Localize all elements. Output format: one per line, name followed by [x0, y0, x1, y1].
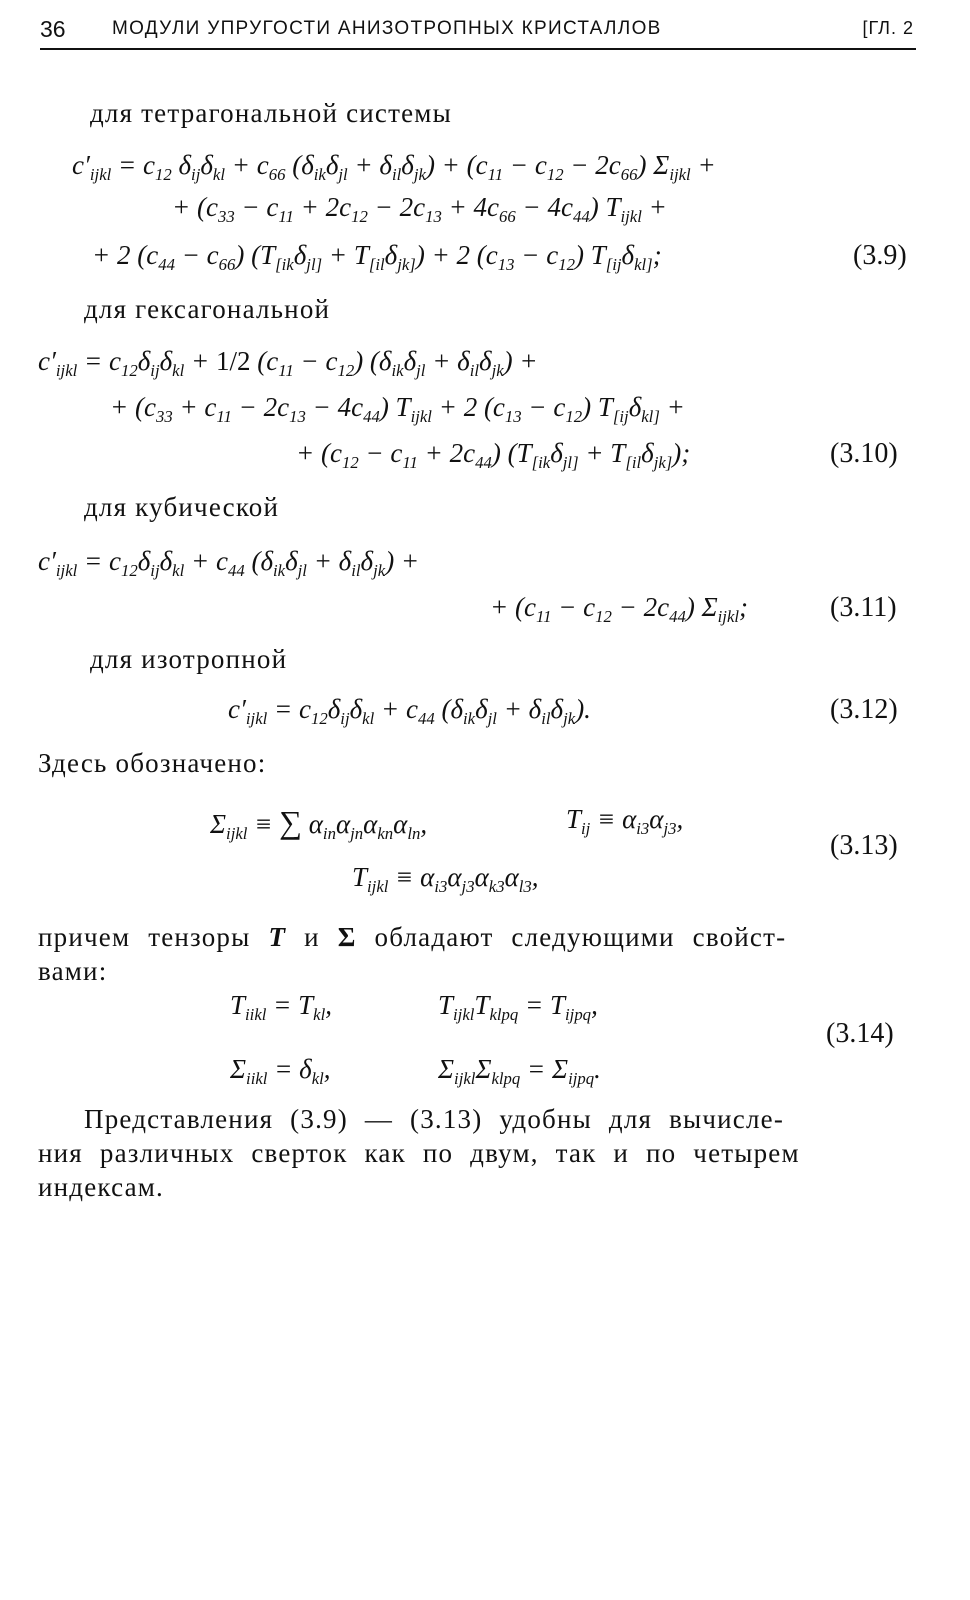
equation-3-14-b: $T_{ijkl}T_{klpq} = T_{ijpq}$,	[438, 990, 598, 1024]
text-tensors-line-2: вами:	[38, 956, 108, 986]
text-isotropic: для изотропной	[90, 644, 288, 674]
equation-3-13-tijkl: $T_{ijkl} \equiv \alpha_{i3}\alpha_{j3}\alpha_{k3}\alpha_{l3}$,	[352, 862, 539, 896]
equation-number-3-13: (3.13)	[830, 830, 898, 861]
equation-number-3-12: (3.12)	[830, 694, 898, 725]
equation-3-13-sigma: $\Sigma_{ijkl}$ ≡ ∑ $\alpha_{in}\alpha_{jn}\alpha_{kn}\alpha_{ln}$,	[210, 804, 428, 843]
equation-3-9-line-2: + $(c_{33} - c_{11} + 2c_{12} - 2c_{13} + 4c_{66} - 4c_{44}) T_{ijkl}$ +	[172, 192, 667, 226]
text-tensors-line-1: причем тензоры T и Σ обладают следующими свойст-	[38, 922, 787, 952]
equation-3-11-line-2: + $(c_{11} - c_{12} - 2c_{44})$ $\Sigma_{ijkl}$;	[490, 592, 749, 626]
text-hexagonal: для гексагональной	[84, 294, 331, 324]
equation-3-10-line-3: + $(c_{12} - c_{11} + 2c_{44}) (T_{[ik}\delta_{jl]} + T_{[il}\delta_{jk]})$;	[296, 438, 691, 472]
equation-3-11-line-1: $c'_{ijkl} = c_{12}\delta_{ij}\delta_{kl} + c_{44}$ $(\delta_{ik}\delta_{jl} + \delta_{il}\delta_{jk})$ +	[38, 546, 420, 580]
running-title: МОДУЛИ УПРУГОСТИ АНИЗОТРОПНЫХ КРИСТАЛЛОВ	[112, 18, 662, 39]
equation-number-3-14: (3.14)	[826, 1018, 894, 1049]
page-number: 36	[40, 16, 66, 42]
equation-3-9-line-3: + 2 $(c_{44} - c_{66}) (T_{[ik}\delta_{jl]} + T_{[il}\delta_{jk]}) + 2$ $(c_{13} - c_{12})$ $T_{[ij}\delta_{kl]}$;	[92, 240, 662, 274]
equation-3-13-tij: $T_{ij} \equiv \alpha_{i3}\alpha_{j3}$,	[566, 804, 684, 838]
equation-3-12: $c'_{ijkl} = c_{12}\delta_{ij}\delta_{kl} + c_{44}$ $(\delta_{ik}\delta_{jl} + \delta_{il}\delta_{jk})$.	[228, 694, 591, 728]
text-representations-line-2: ния различных сверток как по двум, так и по четырем	[38, 1138, 800, 1168]
text-tetragonal: для тетрагональной системы	[90, 98, 452, 128]
running-header	[40, 12, 916, 50]
equation-number-3-11: (3.11)	[830, 592, 897, 623]
equation-number-3-10: (3.10)	[830, 438, 898, 469]
equation-number-3-9: (3.9)	[853, 240, 907, 271]
equation-3-14-a: $T_{iikl} = T_{kl}$,	[230, 990, 332, 1024]
equation-3-9-line-1: $c'_{ijkl} = c_{12}$ $\delta_{ij}\delta_{kl} + c_{66}$ $(\delta_{ik}\delta_{jl} + \delta_{il}\delta_{jk}) + (c_{11} - c_{12} - 2c_{66}) \Sigma_{ijkl}$ +	[72, 150, 716, 184]
chapter-label: [ГЛ. 2	[862, 18, 914, 38]
equation-3-10-line-1: $c'_{ijkl} = c_{12}\delta_{ij}\delta_{kl} + 1/2$ $(c_{11} - c_{12}) (\delta_{ik}\delta_{jl} + \delta_{il}\delta_{jk})$ +	[38, 346, 538, 380]
equation-3-14-c: $\Sigma_{iikl} = \delta_{kl}$,	[230, 1054, 331, 1088]
equation-3-14-d: $\Sigma_{ijkl}\Sigma_{klpq} = \Sigma_{ijpq}$.	[438, 1054, 601, 1088]
text-notation: Здесь обозначено:	[38, 748, 267, 778]
text-representations-line-3: индексам.	[38, 1172, 164, 1202]
text-cubic: для кубической	[84, 492, 280, 522]
equation-3-10-line-2: + $(c_{33} + c_{11} - 2c_{13} - 4c_{44}) T_{ijkl} + 2$ $(c_{13} - c_{12}) T_{[ij}\delta_{kl]}$ +	[110, 392, 685, 426]
text-representations-line-1: Представления (3.9) — (3.13) удобны для вычисле-	[84, 1104, 785, 1134]
